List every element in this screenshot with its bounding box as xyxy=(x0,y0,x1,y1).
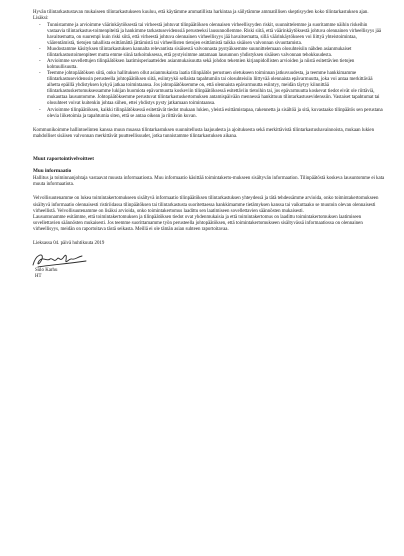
section-title: Muut raportointivelvoitteet xyxy=(33,155,94,162)
other-info-paragraph: Lausuntonamme esitämme, että toimintakertomuksen ja tilinpäätöksen tiedot ovat yhdenmukaisia ja että toimintakertomus on laadittu toimintakertomuksen laatimiseen sovellettavien säännösten mukaisesti. Jos teemme suorittamamme työn perusteella johtopäätöksen, että toimintakertomukseen sisältyvässä informaatiossa on olennainen virheellisyys, meidän on raportoitava tästä seikasta. Meillä ei ole tämän asian suhteen raportoitavaa. xyxy=(33,214,363,232)
other-info-paragraph: Velvollisuutenamme on lukea toimintakertomukseen sisältyvä informaatio tilinpäätöksen tilintarkastuksen yhteydessä ja tätä tehdessämme arvioida, onko toimintakertomukseen sisältyvä informaatio olennaisesti ristiriidassa tilinpäätöksen tai tilintarkastusta suoritettaessa hankkimamme tietämyksen kanssa tai vaikuttaako se muutoin olevan olennaisesti virheellistä. Velvollisuutenamme on lisäksi arvioida, onko toimintakertomus laadittu sen laatimiseen sovellettavien säännösten mukaisesti. xyxy=(33,196,379,214)
intro-paragraph: Hyvän tilintarkastustavan mukaiseen tilintarkastukseen kuuluu, että käytämme ammatillista harkintaa ja säilytämme ammatillisen skeptisyyden koko tilintarkastuksen ajan. Lisäksi: xyxy=(33,10,369,22)
document-body xyxy=(33,10,385,280)
list-item: - Arvioimme sovellettujen tilinpäätöksen laatimisperiaatteiden asianmukaisuutta sekä johdon tekemien kirjanpidollisten arvioiden ja niistä esitettävien tietojen kohtuullisuutta. xyxy=(47,59,385,71)
other-info-paragraph: Hallitus ja toiminnanjohtaja vastaavat muusta informaatiosta. Muu informaatio käsittää toimintakerto-mukseen sisältyvän informaation. Tilinpäätöstä koskeva lausuntomme ei kata muuta informaatiota. xyxy=(33,176,385,188)
list-item: - Teemme johtopäätöksen siitä, onko hallituksen ollut asianmukaista laatia tilinpäätös perustuen oletukseen toiminnan jatkuvuudesta, ja teemme hankkimamme tilintarkastusevidenssin perusteella johtopäätöksen siitä, esiintyykö sellaista tapahtumiin tai olosuhteisiin liittyvää olennaista epävarmuutta, joka voi antaa merkittävää aihetta epäillä yhdistyksen kykyä jatkaa toimintaansa. Jos johtopäätöksemme on, että olennaista epävarmuutta esiintyy, meidän täytyy kiinnittää tilintarkastuskertomuksessamme lukijan huomiota epävarmuutta koskeviin tilinpäätöksessä esitettäviin tietoihin tai, jos epävarmuutta koskevat tiedot eivät ole riittäviä, mukauttaa lausuntomme. Johtopäätöksemme perustuvat tilintarkastuskertomuksen antamispäivään mennessä hankittuun tilintarkastusevidenssiin. Vastaiset tapahtumat tai olosuhteet voivat kuitenkin johtaa siihen, ettei yhdistys pysty jatkamaan toimintaansa. xyxy=(47,71,385,107)
signer-title: HT xyxy=(35,273,42,279)
list-item: - Muodostamme käsityksen tilintarkastuksen kannalta relevantista sisäisestä valvonnasta pystyäksemme suunnittelemaan olosuhteisiin nähden asianmukaiset tilintarkastustoimenpiteet mutta emme siinä tarkoituksessa, että pystyisimme antamaan lausunnon yhdistyksen sisäisen valvonnan tehokkuudesta. xyxy=(47,47,385,59)
place-date: Lieksassa 04. päivä huhtikuuta 2019 xyxy=(33,240,105,246)
subsection-title: Muu informaatio xyxy=(33,168,72,175)
audit-procedures-list xyxy=(33,23,385,120)
communication-paragraph: Kommunikoimme hallintoelinten kanssa muun muassa tilintarkastuksen suunnitellusta laajuudesta ja ajoituksesta sekä merkittävistä tilintarkastushavainnoista, mukaan lukien mahdolliset sisäisen valvonnan merkittävät puutteellisuudet, jotka tunnistamme tilintarkastuksen aikana. xyxy=(33,127,375,139)
signer-name: Sulo Karhu xyxy=(35,267,58,273)
list-item: - Tunnistamme ja arvioimme väärinkäytöksestä tai virheestä johtuvat tilinpäätöksen olennaisen virheellisyyden riskit, suunnittelemme ja suoritamme näihin riskeihin vastaavia tilintarkastus-toimenpiteitä ja hankimme tarkastusevidenssiä perusteeksi lausunnollemme. Riski siitä, että väärinkäytöksestä johtuva olennainen virheellisyys jää havaitsematta, on suurempi kuin riski siitä, että virheestä johtuva olennainen virheellisyys jää havaitsematta, sillä väärinkäytökseen voi liittyä yhteistoimintaa, väärentämistä, tietojen tahallista esittämättä jättämistä tai virheellisten tietojen esittämistä taikka sisäisen valvonnan sivuuttamista. xyxy=(47,23,385,47)
list-item: - Arvioimme tilinpäätöksen, kaikki tilinpäätöksessä esitettävät tiedot mukaan lukien, yleistä esittämistapaa, rakennetta ja sisältöä ja sitä, kuvastaako tilinpäätös sen perustana olevia liiketoimia ja tapahtumia siten, että se antaa oikean ja riittävän kuvan. xyxy=(47,108,385,120)
handwritten-signature xyxy=(30,250,92,270)
